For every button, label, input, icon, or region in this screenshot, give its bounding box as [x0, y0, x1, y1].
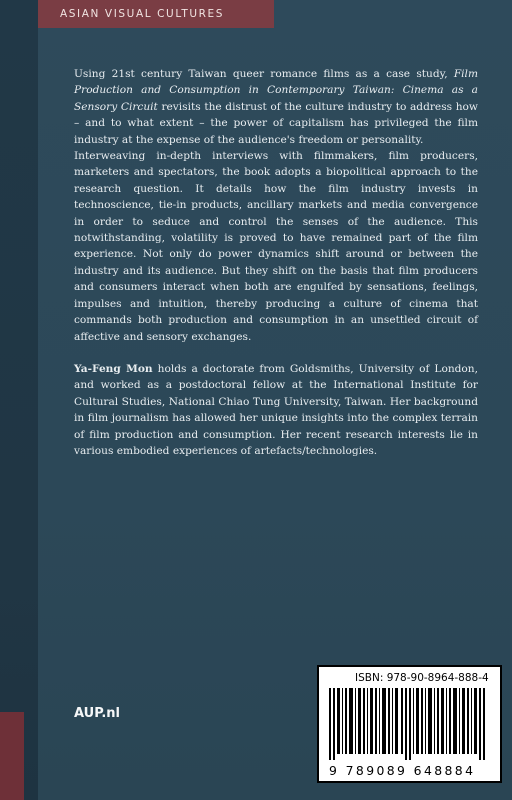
blurb	[74, 66, 478, 459]
barcode-digits: 9 789089 648884	[329, 763, 476, 778]
spine-strip	[0, 0, 38, 800]
author-name: Ya-Feng Mon	[74, 362, 153, 375]
blurb-text: revisits the distrust of the culture industry to address how – and to what extent – the power of capitalism has privileged the film industry at the expense of the audience's freedom or personality.	[74, 100, 478, 146]
isbn-label: ISBN: 978-90-8964-888-4	[355, 672, 489, 684]
book-title: Film Production and Consumption in Contemporary Taiwan: Cinema as a Sensory Circuit	[74, 68, 478, 113]
blurb-text: Using 21st century Taiwan queer romance films as a case study,	[74, 68, 454, 80]
author-bio	[74, 361, 478, 459]
blurb-paragraph-2: Interweaving in-depth interviews with filmmakers, film producers, marketers and spectators, the book adopts a biopolitical approach to the research question. It details how the film industry invests in technoscience, tie-in products, ancillary markets and media convergence in order to seduce and control the senses of the audience. This notwithstanding, volatility is proved to have remained part of the film experience. Not only do power dynamics shift around or between the industry and its audience. But they shift on the basis that film producers and consumers interact when both are engulfed by sensations, feelings, impulses and intuition, thereby producing a culture of cinema that commands both production and consumption in an unsettled circuit of affective and sensory exchanges.	[74, 150, 478, 343]
blurb-paragraph-1	[74, 66, 478, 148]
author-bio-text: holds a doctorate from Goldsmiths, University of London, and worked as a postdoctoral fellow at the International Institute for Cultural Studies, National Chiao Tung University, Taiwan. Her background in film journalism has allowed her unique insights into the complex terrain of film production and consumption. Her recent research interests lie in various embodied experiences of artefacts/technologies.	[74, 362, 478, 457]
publisher-link[interactable]: AUP.nl	[74, 706, 121, 721]
barcode-bars	[327, 688, 489, 760]
series-label: ASIAN VISUAL CULTURES	[60, 8, 225, 20]
barcode	[317, 665, 502, 783]
corner-accent	[0, 712, 24, 800]
